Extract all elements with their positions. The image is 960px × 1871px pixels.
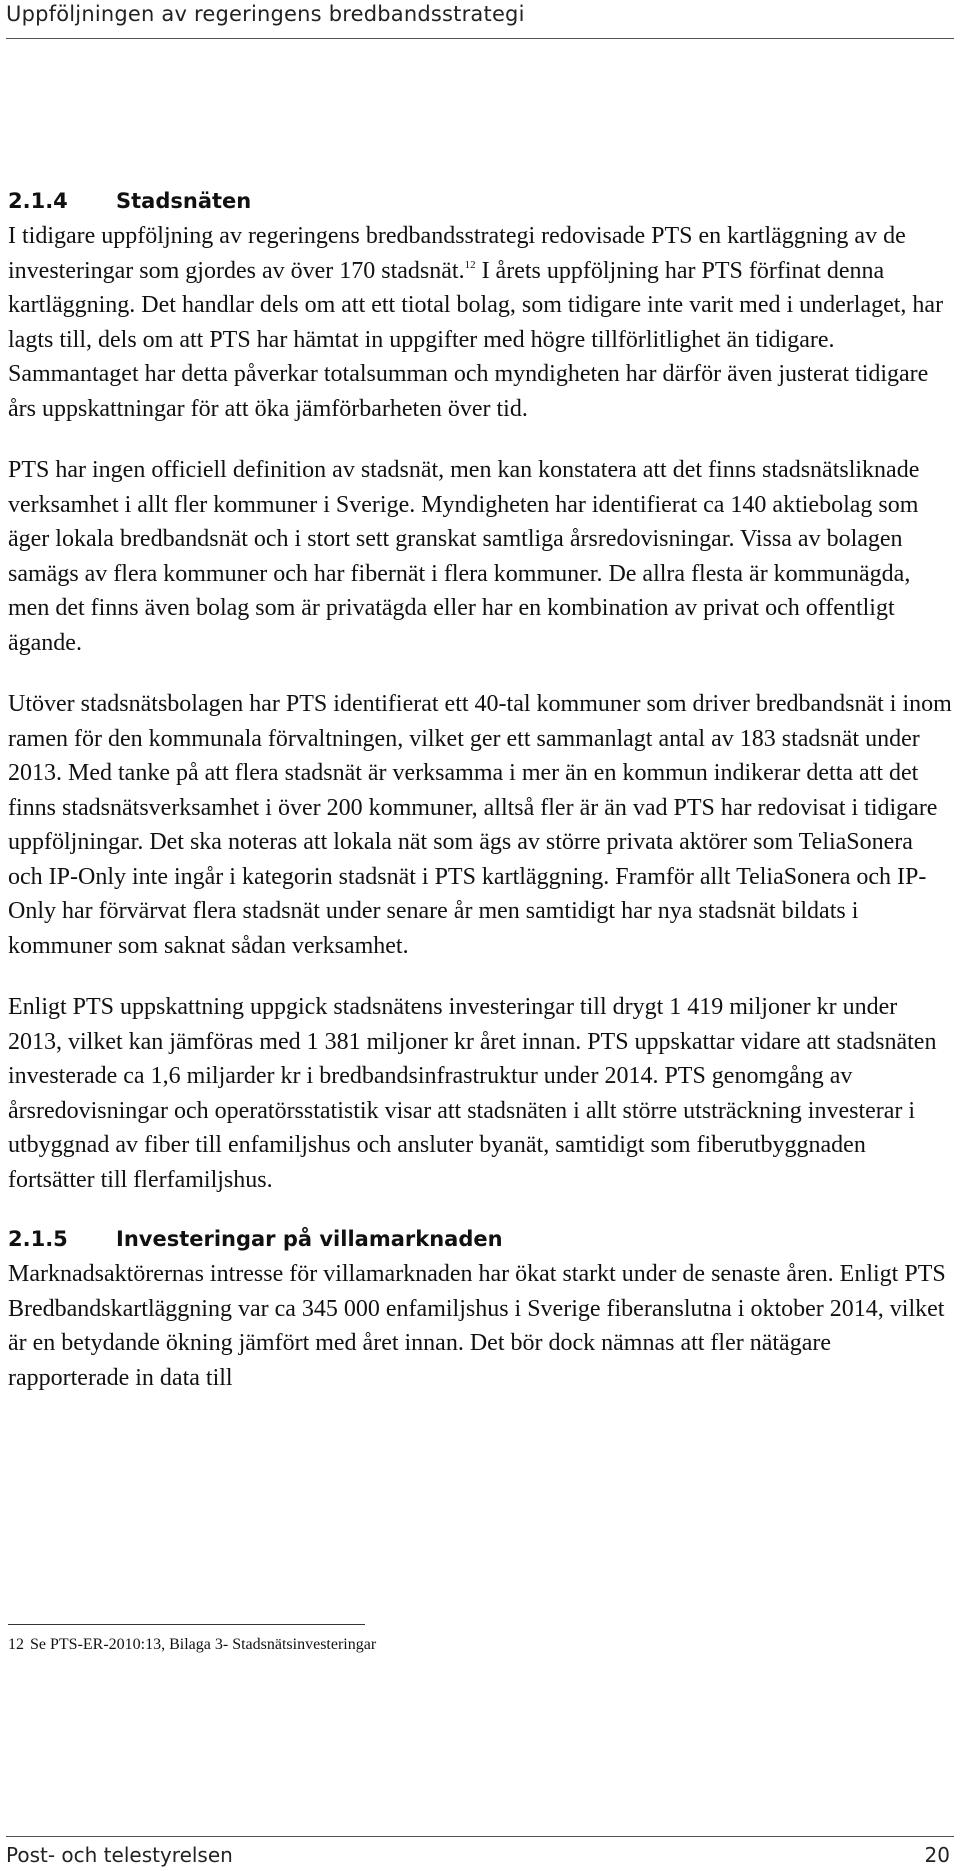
paragraph (8, 219, 952, 426)
header-divider (6, 38, 954, 39)
footnote-text: Se PTS-ER-2010:13, Bilaga 3- Stadsnätsinvesteringar (30, 1636, 377, 1653)
footnote (8, 1636, 376, 1654)
paragraph-text: I årets uppföljning har PTS förfinat denna kartläggning. Det handlar dels om att ett tiotal bolag, som tidigare inte varit med i underlaget, har lagts till, dels om att PTS har hämtat in uppgifter med högre tillförlitlighet än tidigare. Sammantaget har detta påverkar totalsumman och myndigheten har därför även justerat tidigare års uppskattningar för att öka jämförbarheten över tid. (8, 257, 944, 422)
section-title: Investeringar på villamarknaden (116, 1227, 503, 1251)
page-body (8, 186, 952, 1395)
footnote-number: 12 (8, 1636, 24, 1653)
footnote-divider (8, 1624, 365, 1625)
section-title: Stadsnäten (116, 189, 252, 213)
footnote-reference[interactable]: 12 (464, 258, 476, 271)
section-heading-2-1-4 (8, 186, 952, 216)
section-number: 2.1.4 (8, 189, 68, 213)
paragraph-text: I tidigare uppföljning av regeringens bredbandsstrategi redovisade PTS en kartläggning av de investeringar som gjordes av över 170 stadsnät. (8, 223, 906, 284)
section-number: 2.1.5 (8, 1227, 68, 1251)
footer-publisher: Post- och telestyrelsen (6, 1843, 233, 1867)
running-header: Uppföljningen av regeringens bredbandsstrategi (6, 2, 525, 26)
paragraph: PTS har ingen officiell definition av stadsnät, men kan konstatera att det finns stadsnätsliknade verksamhet i allt fler kommuner i Sverige. Myndigheten har identifierat ca 140 aktiebolag som äger lokala bredbandsnät och i stort sett granskat samtliga årsredovisningar. Vissa av bolagen samägs av flera kommuner och har fibernät i flera kommuner. De allra flesta är kommunägda, men det finns även bolag som är privatägda eller har en kombination av privat och offentligt ägande. (8, 457, 920, 656)
section-heading-2-1-5 (8, 1224, 952, 1254)
paragraph: Utöver stadsnätsbolagen har PTS identifierat ett 40-tal kommuner som driver bredbandsnät i inom ramen för den kommunala förvaltningen, vilket ger ett sammanlagt antal av 183 stadsnät under 2013. Med tanke på att flera stadsnät är verksamma i mer än en kommun indikerar detta att det finns stadsnätsverksamhet i över 200 kommuner, alltså fler är än vad PTS har redovisat i tidigare uppföljningar. Det ska noteras att lokala nät som ägs av större privata aktörer som TeliaSonera och IP-Only inte ingår i kategorin stadsnät i PTS kartläggning. Framför allt TeliaSonera och IP-Only har förvärvat flera stadsnät under senare år men samtidigt har nya stadsnät bildats i kommuner som saknat sådan verksamhet. (8, 691, 952, 959)
page-number: 20 (924, 1843, 950, 1867)
paragraph: Enligt PTS uppskattning uppgick stadsnätens investeringar till drygt 1 419 miljoner kr under 2013, vilket kan jämföras med 1 381 miljoner kr året innan. PTS uppskattar vidare att stadsnäten investerade ca 1,6 miljarder kr i bredbandsinfrastruktur under 2014. PTS genomgång av årsredovisningar och operatörsstatistik visar att stadsnäten i allt större utsträckning investerar i utbyggnad av fiber till enfamiljshus och ansluter byanät, samtidigt som fiberutbyggnaden fortsätter till flerfamiljshus. (8, 994, 937, 1193)
footer-divider (6, 1836, 954, 1837)
paragraph: Marknadsaktörernas intresse för villamarknaden har ökat starkt under de senaste åren. Enligt PTS Bredbandskartläggning var ca 345 000 enfamiljshus i Sverige fiberanslutna i oktober 2014, vilket är en betydande ökning jämfört med året innan. Det bör dock nämnas att fler nätägare rapporterade in data till (8, 1261, 946, 1391)
